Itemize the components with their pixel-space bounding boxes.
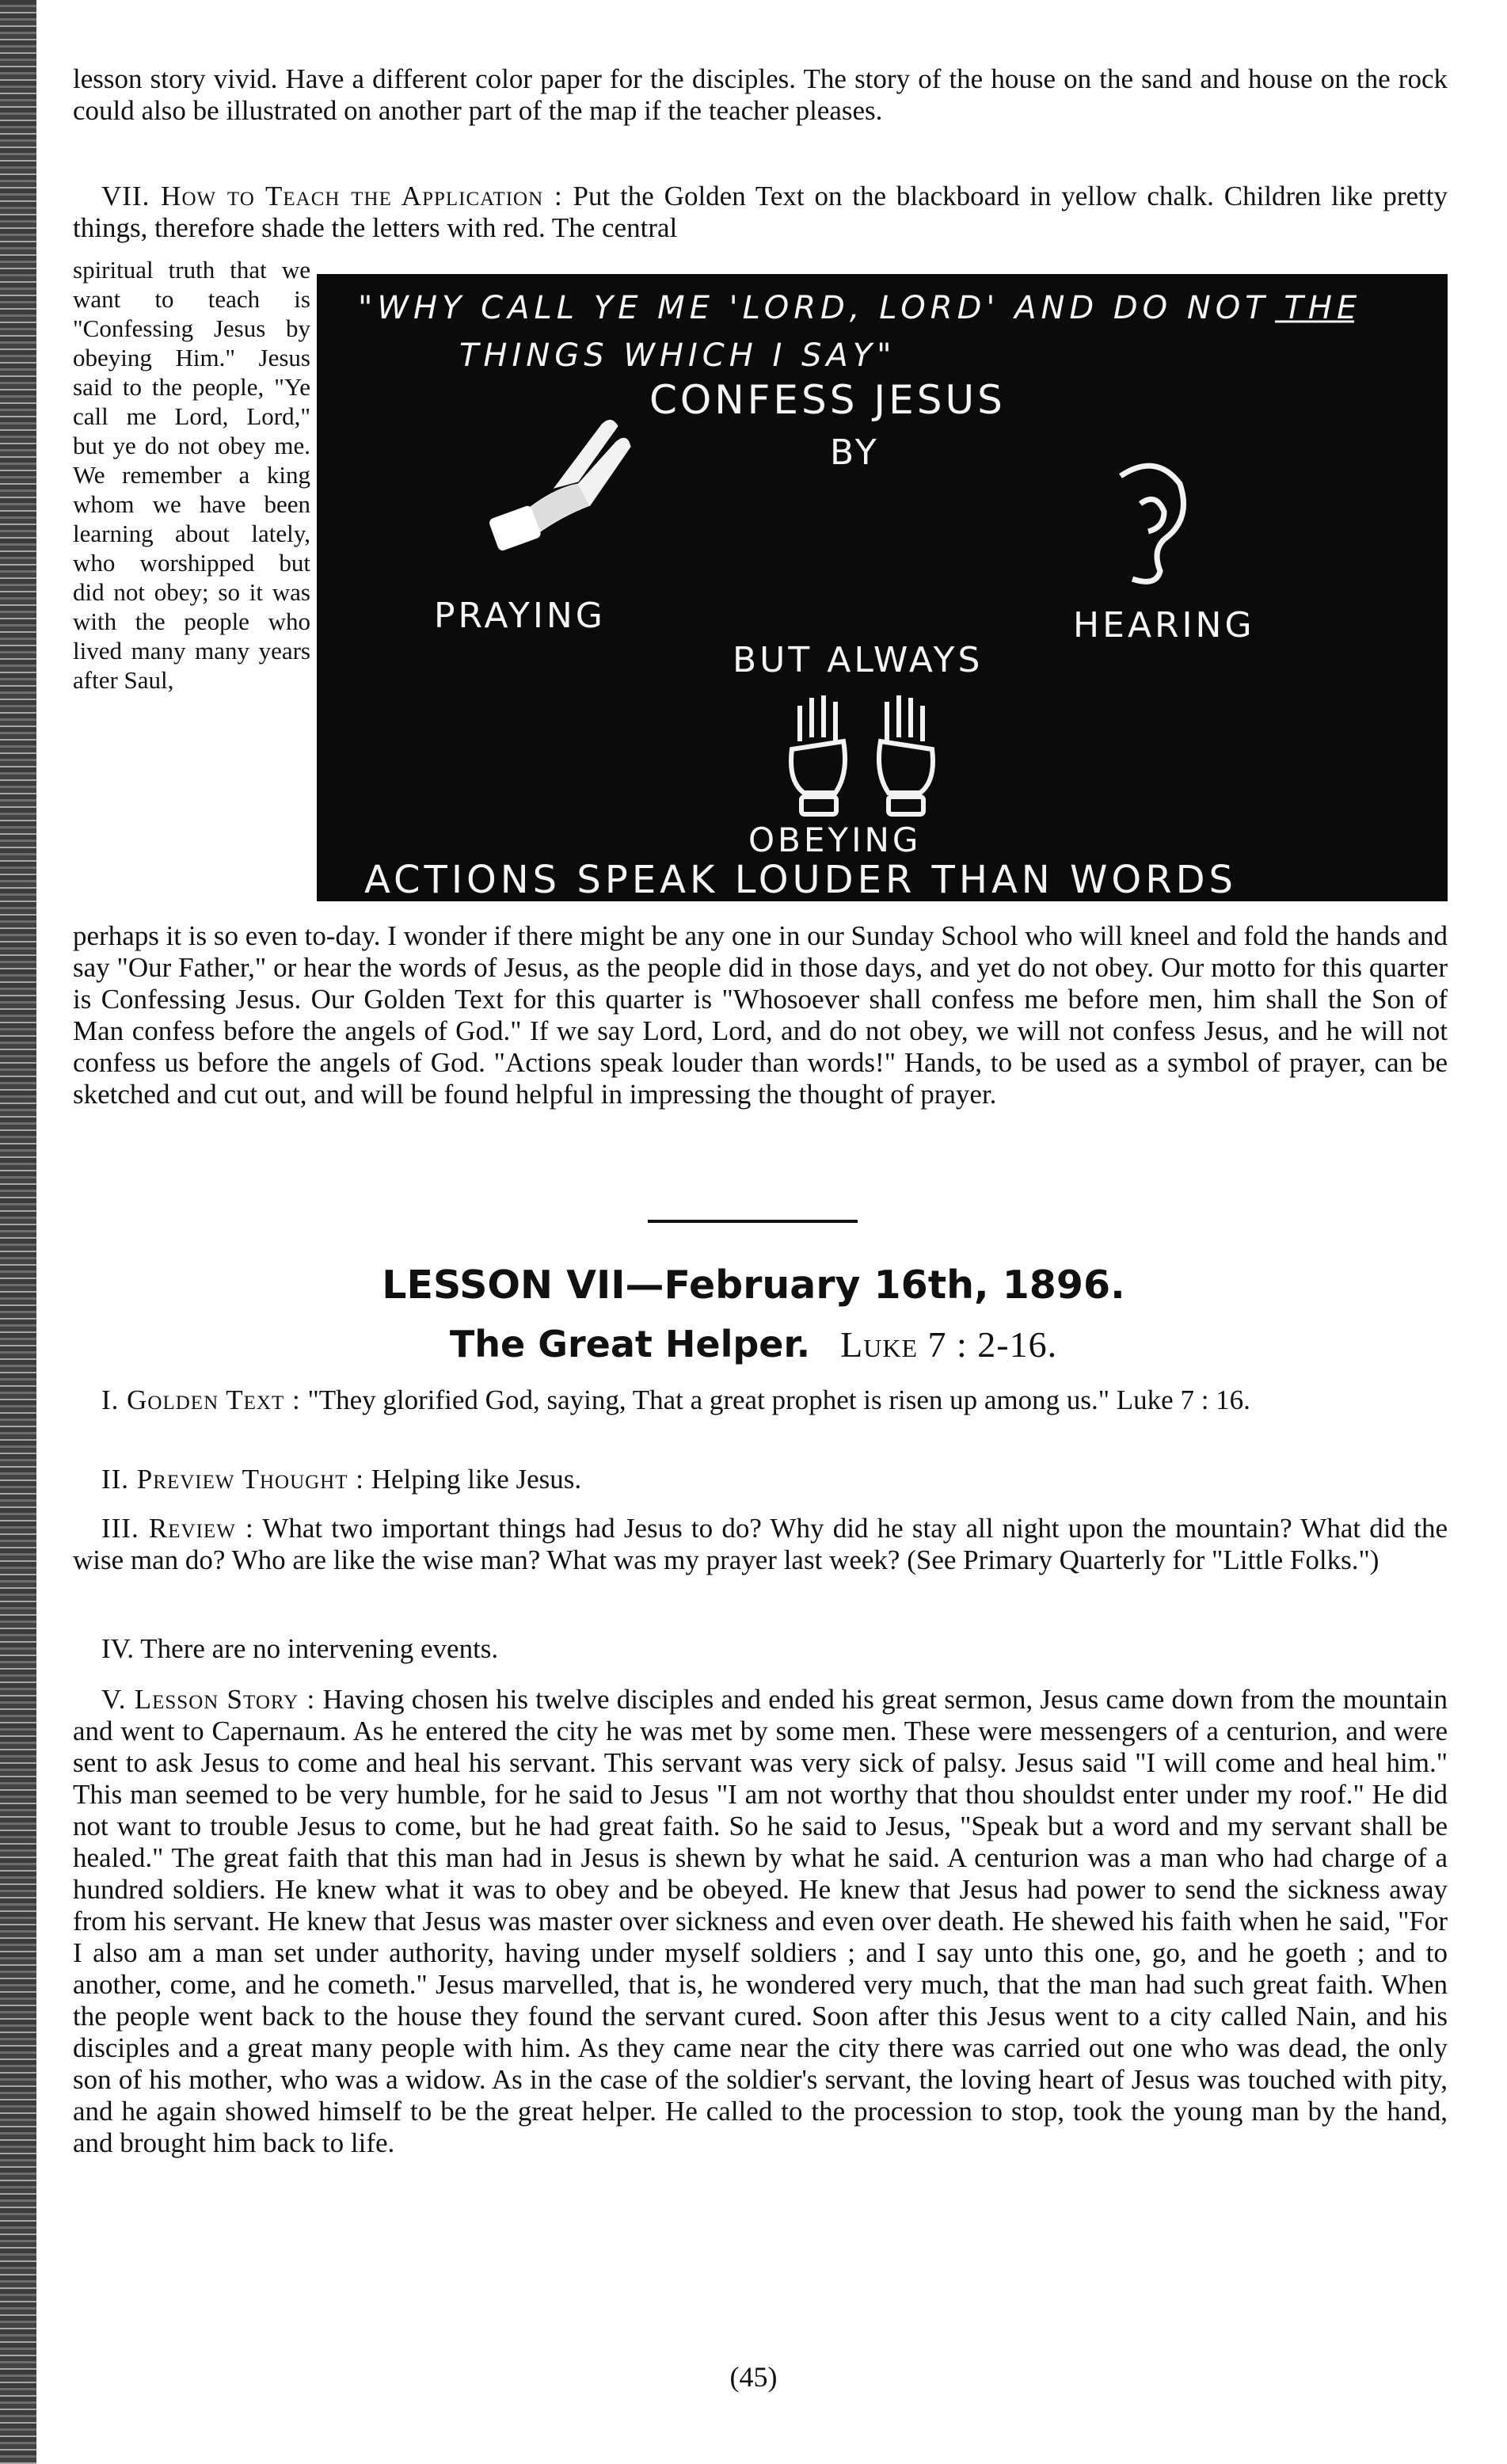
review-text: What two important things had Jesus to do? Why did he stay all night upon the mountain? What did the wise man do? Who are like the wise man? What was my prayer last week? (See Primary Quarterly for "Little Folks.") [73, 1513, 1448, 1575]
after-board-paragraph: perhaps it is so even to-day. I wonder if there might be any one in our Sunday School who will kneel and fold the hands and say "Our Father," or hear the words of Jesus, as the people did in those days, and yet do not obey. Our motto for this quarter is Confessing Jesus. Our Golden Text for this quarter is "Whosoever shall confess me before men, him shall the Son of Man confess before the angels of God." If we say Lord, Lord, and do not obey, we will not confess Jesus, and he will not confess us before the angels of God. "Actions speak louder than words!" Hands, to be used as a symbol of prayer, can be sketched and cut out, and will be found helpful in impressing the thought of prayer. [73, 920, 1448, 1110]
section-vii [73, 181, 1448, 244]
blackboard-quote-line-2: THINGS WHICH I SAY" [459, 337, 896, 374]
events-text: IV. There are no intervening events. [101, 1633, 499, 1664]
continuation-paragraph: lesson story vivid. Have a different color paper for the disciples. The story of the house on the sand and house on the rock could also be illustrated on another part of the map if the teacher pleases. [73, 63, 1448, 126]
side-column-text: spiritual truth that we want to teach is "Confessing Jesus by obeying Him." Jesus said to the people, "Ye call me Lord, Lord," but ye do not obey me. We remember a king whom we have been learning about lately, who worshipped but did not obey; so it was with the people who lived many many years after Saul, [73, 256, 310, 694]
golden-text: "They glorified God, saying, That a great prophet is risen up among us." Luke 7 : 16. [307, 1384, 1250, 1415]
blackboard-heading: CONFESS JESUS [649, 377, 1006, 423]
blackboard-by: BY [830, 432, 880, 473]
ear-icon [1121, 466, 1184, 581]
lesson-story-text: Having chosen his twelve disciples and ended his great sermon, Jesus came down from the mountain and went to Capernaum. As he entered the city he was met by some men. These were messengers of a centurion, and were sent to ask Jesus to come and heal his servant. This servant was very sick of palsy. Jesus said "I will come and heal him." This man seemed to be very humble, for he said to Jesus "I am not worthy that thou shouldst enter under my roof." He did not want to trouble Jesus to come, but he had great faith. So he said to Jesus, "Speak but a word and my servant shall be healed." The great faith that this man had in Jesus is shewn by what he said. A centurion was a man who had charge of a hundred soldiers. He knew what it was to obey and be obeyed. He knew that Jesus had power to send the sickness away from his servant. He knew that Jesus was master over sickness and even over death. He shewed his faith when he said, "For I also am a man set under authority, having under myself soldiers ; and I say unto this one, go, and he goeth ; and to another, come, and he cometh." Jesus marvelled, that is, he wondered very much, that the man had such great faith. When the people went back to the house they found the servant cured. Soon after this Jesus went to a city called Nain, and his disciples and a great many people with him. As they came near the city there was carried out one who was dead, the only son of his mother, who was a widow. As in the case of the soldier's servant, the loving heart of Jesus was touched with pity, and he again showed himself to be the great helper. He called to the procession to stop, took the young man by the hand, and brought him back to life. [73, 1684, 1448, 2158]
section-vii-text: Put the Golden Text on the blackboard in yellow chalk. Children like pretty things, therefore shade the letters with red. The central [73, 181, 1448, 243]
section-vii-label: VII. How to Teach the Application : [101, 181, 563, 211]
events-section [73, 1633, 1448, 1665]
binding-edge [0, 0, 36, 2464]
praying-hands-icon [489, 420, 630, 551]
lesson-reference: Luke 7 : 2-16. [840, 1324, 1058, 1365]
golden-text-section [73, 1384, 1448, 1416]
blackboard-illustration [317, 274, 1448, 901]
blackboard-quote-line-1: "WHY CALL YE ME 'LORD, LORD' AND DO NOT THE [358, 290, 1362, 326]
page-number: (45) [729, 2361, 778, 2393]
lesson-subtitle: The Great Helper. [449, 1323, 811, 1365]
preview-label: II. Preview Thought : [101, 1464, 364, 1495]
lesson-subtitle-row [0, 1323, 1507, 1365]
hands-icon [791, 695, 933, 814]
blackboard-but-always: BUT ALWAYS [733, 640, 984, 680]
review-section [73, 1513, 1448, 1576]
preview-section [73, 1464, 1448, 1495]
blackboard-obeying: OBEYING [748, 821, 922, 859]
review-label: III. Review : [101, 1513, 254, 1544]
section-divider [648, 1220, 858, 1223]
preview-text: Helping like Jesus. [371, 1464, 582, 1495]
blackboard-hearing: HEARING [1073, 605, 1255, 646]
blackboard-praying: PRAYING [434, 596, 606, 636]
blackboard-motto: ACTIONS SPEAK LOUDER THAN WORDS [364, 858, 1237, 902]
golden-text-label: I. Golden Text : [101, 1384, 301, 1415]
lesson-story-section [73, 1684, 1448, 2159]
lesson-story-label: V. Lesson Story : [101, 1684, 316, 1715]
lesson-title: LESSON VII—February 16th, 1896. [382, 1262, 1125, 1308]
